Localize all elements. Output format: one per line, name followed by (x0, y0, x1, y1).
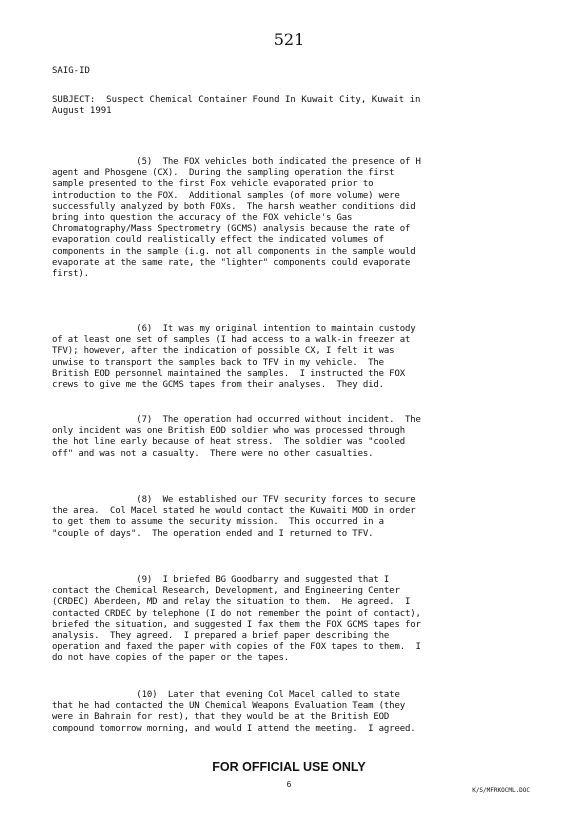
paragraph-5: (5) The FOX vehicles both indicated the presence of H agent and Phosgene (CX). During the sampling operation the first sample presented to the first Fox vehicle evaporated prior to introduction to the FOX. Additional samples (of more volume) were successfully analyzed by both FOXs. The harsh weather conditions did bring into question the accuracy of the FOX vehicle's Gas Chromatography/Mass Spectrometry (GCMS) analysis because the rate of evaporation could realistically effect the indicated volumes of components in the sample (i.g. not all components in the sample would evaporate at the same rate, the "lighter" components could evaporate first). (52, 157, 421, 280)
paragraph-10: (10) Later that evening Col Macel called to state that he had contacted the UN Chemical Weapons Evaluation Team (they were in Bahrain for rest), that they would be at the British EOD compound tomorrow morning, and would I attend the meeting. I agreed. (52, 690, 416, 734)
classification-marking: FOR OFFICIAL USE ONLY (212, 760, 366, 774)
subject-line: SUBJECT: Suspect Chemical Container Found In Kuwait City, Kuwait in August 1991 (52, 95, 421, 116)
paragraph-6: (6) It was my original intention to maintain custody of at least one set of samples (I had access to a walk-in freezer at TFV); however, after the indication of possible CX, I felt it was unwise to transport the samples back to TFV in my vehicle. The British EOD personnel maintained the samples. I instructed the FOX crews to give me the GCMS tapes from their analyses. They did. (52, 324, 416, 391)
office-symbol: SAIG-ID (52, 66, 90, 76)
page-number: 521 (273, 30, 305, 49)
file-reference: K/S/MFRKOCML.DOC (472, 787, 530, 794)
paragraph-8: (8) We established our TFV security forces to secure the area. Col Macel stated he would contact the Kuwaiti MOD in order to get them to assume the security mission. This occurred in a "couple of days". The operation ended and I returned to TFV. (52, 495, 416, 539)
footer-page-number: 6 (286, 780, 292, 789)
paragraph-9: (9) I briefed BG Goodbarry and suggested that I contact the Chemical Research, Development, and Engineering Center (CRDEC) Aberdeen, MD and relay the situation to them. He agreed. I contacted CRDEC by telephone (I do not remember the point of contact), briefed the situation, and suggested I fax them the FOX GCMS tapes for analysis. They agreed. I prepared a brief paper describing the operation and faxed the paper with copies of the FOX tapes to them. I do not have copies of the paper or the tapes. (52, 575, 421, 664)
paragraph-7: (7) The operation had occurred without incident. The only incident was one British EOD soldier who was processed through the hot line early because of heat stress. The soldier was "cooled off" and was not a casualty. There were no other casualties. (52, 415, 421, 459)
